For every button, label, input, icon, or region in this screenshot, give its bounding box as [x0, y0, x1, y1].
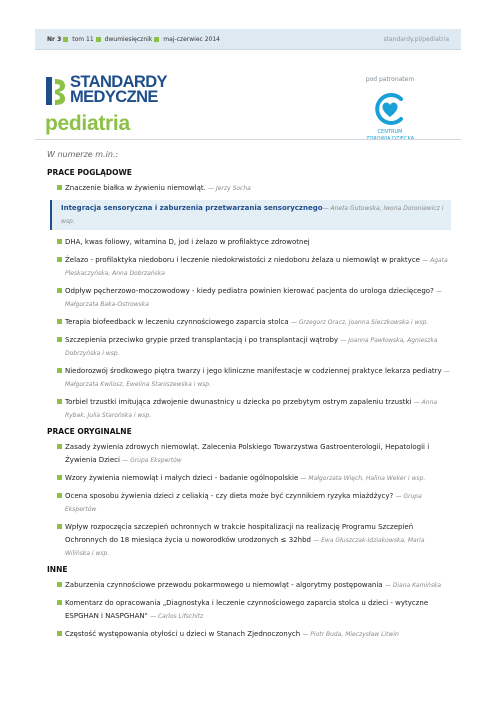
- logo-wordmark: [70, 75, 167, 105]
- heart-c-logo-icon: [372, 91, 408, 127]
- green-bullet-icon: [57, 185, 62, 190]
- article-item[interactable]: [47, 628, 451, 641]
- article-title: Terapia biofeedback w leczeniu czynnościowego zaparcia stolca: [65, 318, 289, 326]
- article-item[interactable]: [47, 521, 451, 560]
- green-bullet-icon: [57, 444, 62, 449]
- header-divider: [35, 139, 461, 140]
- contents-intro: W numerze m.in.:: [47, 150, 119, 159]
- logo-line2: MEDYCZNE: [70, 88, 158, 106]
- article-title: Wpływ rozpoczęcia szczepień ochronnych w trakcie hospitalizacji na realizację Programu Szczepień Ochronnych do 18 miesiąca życia u noworodków urodzonych ≤ 32hbd: [65, 523, 414, 544]
- article-title: Odpływ pęcherzowo-moczowodowy - kiedy pediatra powinien kierować pacjenta do urologa dziecięcego?: [65, 287, 434, 295]
- article-title: Torbiel trzustki imitująca zdwojenie dwunastnicy u dziecka po przebytym ostrym zapaleniu trzustki: [65, 398, 412, 406]
- article-authors: — Grzegorz Oracz, Joanna Sieczkowska i wsp.: [290, 319, 429, 326]
- featured-article-title: Integracja sensoryczna i zaburzenia przetwarzania sensorycznego: [61, 204, 323, 212]
- article-title: Wzory żywienia niemowląt i małych dzieci - badanie ogólnopolskie: [65, 474, 299, 482]
- green-bullet-icon: [57, 493, 62, 498]
- article-title: Żelazo - profilaktyka niedoboru i leczenie niedokrwistości z niedoboru żelaza u niemowląt w praktyce: [65, 256, 420, 264]
- issue-date: maj-czerwiec 2014: [163, 35, 220, 43]
- sections-list: [47, 168, 451, 641]
- article-authors: — Diana Kamińska: [384, 582, 442, 589]
- article-authors: — Anna Rybak, Julia Starońska i wsp.: [65, 399, 438, 419]
- article-authors: — Ewa Głuszczak-Idziakowska, Maria Wilińska i wsp.: [65, 537, 425, 557]
- site-url[interactable]: standardy.pl/pediatria: [383, 35, 449, 43]
- green-bullet-icon: [57, 319, 62, 324]
- article-item[interactable]: [47, 472, 451, 485]
- article-title: Częstość występowania otyłości u dzieci w Stanach Zjednoczonych: [65, 630, 301, 638]
- article-item[interactable]: [47, 490, 451, 516]
- green-square-icon: [154, 37, 159, 42]
- green-bullet-icon: [57, 475, 62, 480]
- logo-mark-icon: [46, 75, 66, 107]
- article-authors: — Jerzy Socha: [208, 185, 251, 192]
- green-bullet-icon: [57, 239, 62, 244]
- article-authors: — Aneta Gutowska, Iwona Doroniewicz i wsp.: [61, 205, 444, 225]
- issue-frequency: dwumiesięcznik: [104, 35, 153, 43]
- section-heading: INNE: [47, 565, 68, 574]
- green-bullet-icon: [57, 288, 62, 293]
- patronage-label: pod patronatem: [365, 76, 415, 83]
- article-title: DHA, kwas foliowy, witamina D, jod i żelazo w profilaktyce zdrowotnej: [65, 238, 310, 246]
- article-item[interactable]: [47, 182, 451, 195]
- article-item[interactable]: [47, 334, 451, 360]
- article-title: Znaczenie białka w żywieniu niemowląt.: [65, 184, 206, 192]
- logo-line1: STANDARDY: [70, 73, 167, 91]
- patron-org-line1: CENTRUM: [377, 129, 403, 135]
- patron-org-name: [356, 129, 424, 142]
- green-bullet-icon: [57, 399, 62, 404]
- issue-volume: tom 11: [72, 35, 94, 43]
- article-authors: — Małgorzata Baka-Ostrowska: [65, 288, 443, 308]
- article-item[interactable]: [47, 441, 451, 467]
- featured-article[interactable]: [50, 200, 451, 230]
- article-title: Zasady żywienia zdrowych niemowląt. Zalecenia Polskiego Towarzystwa Gastroenterologii, Hepatologii i Żywienia Dzieci: [65, 443, 430, 464]
- article-item[interactable]: [47, 254, 451, 280]
- green-square-icon: [96, 37, 101, 42]
- article-title: Zaburzenia czynnościowe przewodu pokarmowego u niemowląt - algorytmy postępowania: [65, 581, 383, 589]
- article-item[interactable]: [47, 365, 451, 391]
- green-square-icon: [63, 37, 68, 42]
- journal-title: pediatria: [45, 112, 130, 135]
- green-bullet-icon: [57, 582, 62, 587]
- article-item[interactable]: [47, 285, 451, 311]
- article-authors: — Piotr Buda, Mieczysław Litwin: [302, 631, 399, 638]
- article-title: Ocena sposobu żywienia dzieci z celiakią - czy dieta może być czynnikiem ryzyka miażdżycy?: [65, 492, 394, 500]
- green-bullet-icon: [57, 600, 62, 605]
- article-item[interactable]: [47, 316, 451, 329]
- patronage-block: [356, 76, 424, 142]
- article-authors: — Agata Pleskaczyńska, Anna Dobrzańska: [65, 257, 448, 277]
- article-item[interactable]: [47, 236, 451, 249]
- section-heading: PRACE ORYGINALNE: [47, 427, 132, 436]
- issue-info-bar: [35, 29, 461, 50]
- article-authors: — Małgorzata Kwilosz, Ewelina Staniszewska i wsp.: [65, 368, 450, 388]
- green-bullet-icon: [57, 368, 62, 373]
- issue-contents: [47, 150, 451, 646]
- article-authors: — Grupa Ekspertów: [122, 457, 182, 464]
- standardy-medyczne-logo: [46, 75, 206, 109]
- article-authors: — Joanna Pawłowska, Agnieszka Dobrzyńska i wsp.: [65, 337, 438, 357]
- article-title: Komentarz do opracowania „Diagnostyka i leczenie czynnościowego zaparcia stolca u dzieci - wytyczne ESPGHAN i NASPGHAN": [65, 599, 429, 620]
- article-authors: — Grupa Ekspertów: [65, 493, 422, 513]
- issue-number: Nr 3: [47, 35, 62, 43]
- green-bullet-icon: [57, 631, 62, 636]
- article-item[interactable]: [47, 396, 451, 422]
- article-authors: — Małgorzata Więch, Halina Weker i wsp.: [300, 475, 426, 482]
- article-title: Szczepienia przeciwko grypie przed transplantacją i po transplantacji wątroby: [65, 336, 339, 344]
- article-authors: — Carlos Lifschitz: [150, 613, 204, 620]
- green-bullet-icon: [57, 524, 62, 529]
- section-heading: PRACE POGLĄDOWE: [47, 168, 132, 177]
- article-title: Niedorozwój środkowego piętra twarzy i jego kliniczne manifestacje w codziennej praktyce lekarza pediatry: [65, 367, 442, 375]
- article-item[interactable]: [47, 597, 451, 623]
- green-bullet-icon: [57, 337, 62, 342]
- article-item[interactable]: [47, 579, 451, 592]
- green-bullet-icon: [57, 257, 62, 262]
